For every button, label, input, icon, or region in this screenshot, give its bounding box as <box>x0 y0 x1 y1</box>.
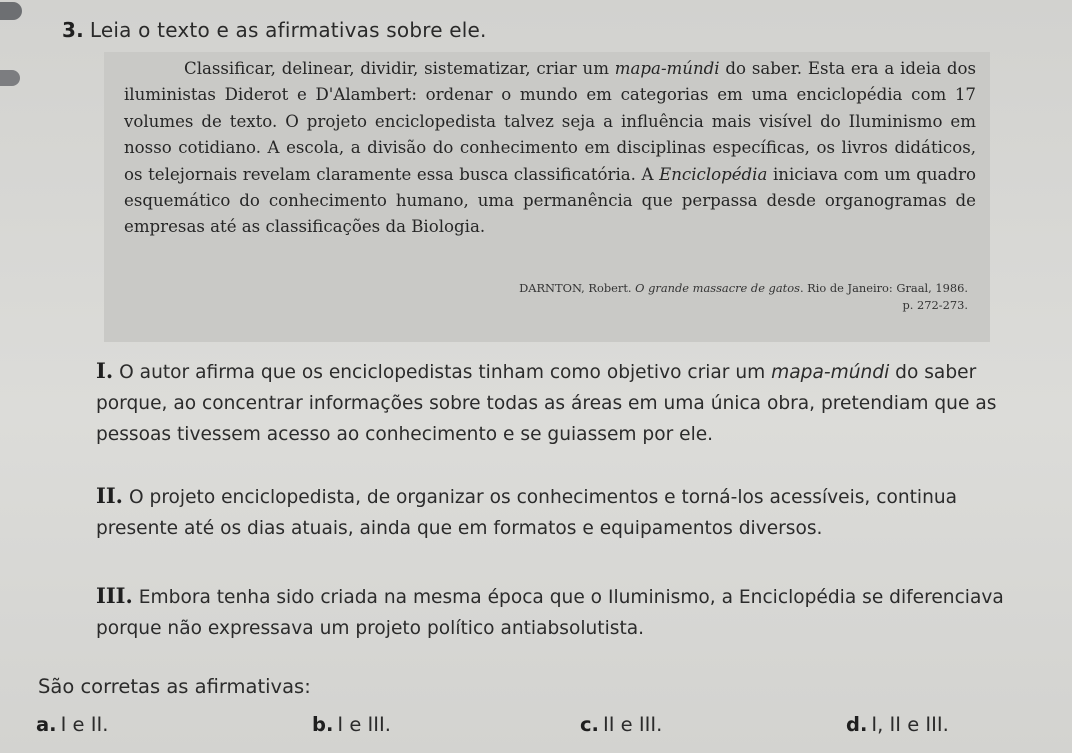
quote-italic: mapa-múndi <box>614 59 720 78</box>
question-instruction: Leia o texto e as afirmativas sobre ele. <box>89 18 487 42</box>
option-a[interactable] <box>36 713 108 736</box>
statement-numeral: I. <box>96 358 114 383</box>
option-letter: c. <box>580 713 599 736</box>
question-header <box>62 18 1042 42</box>
statement-text: do saber porque, ao concentrar informações sobre todas as áreas em uma única obra, pretendiam que as pessoas tivessem acesso ao conhecimento e se guiassem por ele. <box>96 362 997 445</box>
answer-prompt: São corretas as afirmativas: <box>38 675 311 698</box>
statement-text: O projeto enciclopedista, de organizar os conhecimentos e torná-los acessíveis, continua presente até os dias atuais, ainda que em formatos e equipamentos diversos. <box>96 487 958 539</box>
statement-text: Embora tenha sido criada na mesma época que o Iluminismo, a Enciclopédia se diferenciava porque não expressava um projeto político antiabsolutista. <box>96 587 1004 639</box>
statement-text: O autor afirma que os enciclopedistas tinham como objetivo criar um <box>119 362 772 383</box>
edge-mark <box>0 2 22 20</box>
option-d[interactable] <box>846 713 949 736</box>
option-c[interactable] <box>580 713 662 736</box>
statement-numeral: II. <box>96 483 123 508</box>
option-text: II e III. <box>602 713 663 736</box>
option-letter: b. <box>312 713 334 736</box>
option-text: I, II e III. <box>871 713 949 736</box>
citation <box>408 280 968 314</box>
statement-ii <box>96 480 1036 544</box>
question-number: 3. <box>62 18 84 42</box>
statement-numeral: III. <box>96 583 133 608</box>
option-letter: d. <box>846 713 868 736</box>
edge-mark <box>0 70 20 86</box>
option-text: I e II. <box>60 713 109 736</box>
quote-segment: do saber. Esta era a ideia dos iluministas Diderot e D'Alambert: ordenar o mundo em categorias em uma enciclopédia com 17 volumes de texto. O projeto enciclopedista talvez seja a influência mais visível do Iluminismo em nosso cotidiano. A escola, a divisão do conhecimento em disciplinas específicas, os livros didáticos, os telejornais revelam claramente essa busca classificatória. A <box>124 59 976 184</box>
citation-title: O grande massacre de gatos <box>635 281 800 295</box>
option-b[interactable] <box>312 713 391 736</box>
quote-italic: Enciclopédia <box>659 164 768 184</box>
option-text: I e III. <box>337 713 391 736</box>
citation-pages: p. 272-273. <box>902 298 968 312</box>
quote-text <box>124 56 976 241</box>
statement-iii <box>96 580 1036 644</box>
quote-segment: iniciava com um quadro esquemático do conhecimento humano, uma permanência que perpassa desde organogramas de empresas até as classificações da Biologia. <box>124 164 976 237</box>
quote-box <box>104 52 990 342</box>
statement-italic: mapa-múndi <box>771 362 890 383</box>
quote-segment: Classificar, delinear, dividir, sistematizar, criar um <box>184 59 615 78</box>
statement-i <box>96 355 1036 450</box>
citation-author: DARNTON, Robert. <box>519 281 636 295</box>
citation-publisher: . Rio de Janeiro: Graal, 1986. <box>799 281 968 295</box>
option-letter: a. <box>36 713 57 736</box>
